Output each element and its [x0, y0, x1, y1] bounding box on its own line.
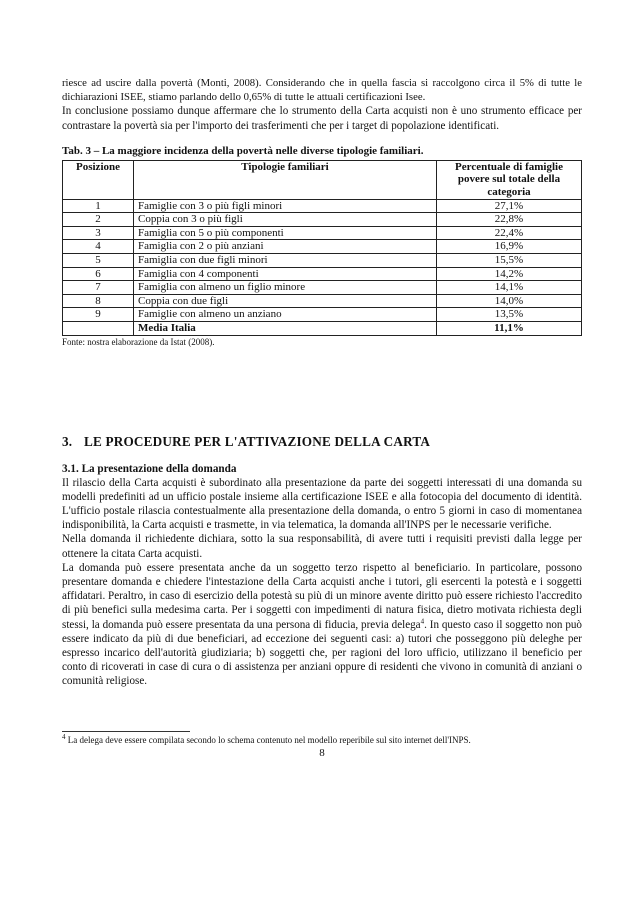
cell-family-type: Famiglia con due figli minori — [134, 253, 437, 267]
average-percentage: 11,1% — [437, 321, 582, 335]
header-position: Posizione — [63, 160, 134, 199]
cell-position: 8 — [63, 294, 134, 308]
table-row — [63, 240, 582, 254]
cell-family-type: Coppia con due figli — [134, 294, 437, 308]
section-title: LE PROCEDURE PER L'ATTIVAZIONE DELLA CARTA — [84, 433, 431, 449]
body-paragraph-1: Il rilascio della Carta acquisti è subordinato alla presentazione da parte dei soggetti interessati di una domanda su modelli predefiniti ad un ufficio postale insieme alla certificazione ISEE e alla fotocopia del documento di identità. L'ufficio postale rilascia contestualmente alla presentazione della domanda, o entro 5 giorni in caso di momentanea indisponibilità, la Carta acquisti e trasmette, in via telematica, la domanda all'INPS per le necessarie verifiche. — [62, 476, 582, 532]
cell-percentage: 14,2% — [437, 267, 582, 281]
cell-position: 3 — [63, 226, 134, 240]
table-row — [63, 281, 582, 295]
footnote-mark: 4 — [62, 732, 66, 741]
section-heading — [62, 434, 582, 450]
intro-paragraph-1: riesce ad uscire dalla povertà (Monti, 2008). Considerando che in quella fascia si raccolgono circa il 5% di tutte le dichiarazioni ISEE, stiamo parlando dello 0,65% di tutte le attuali certificazioni Isee. — [62, 77, 582, 104]
header-family-type: Tipologie familiari — [134, 160, 437, 199]
cell-position: 6 — [63, 267, 134, 281]
document-page — [62, 76, 582, 759]
table-row — [63, 226, 582, 240]
cell-position: 7 — [63, 281, 134, 295]
table-row — [63, 308, 582, 322]
table-header-row — [63, 160, 582, 199]
cell-position: 4 — [63, 240, 134, 254]
body-paragraph-2: Nella domanda il richiedente dichiara, sotto la sua responsabilità, di avere tutti i requisiti previsti dalla legge per ottenere la citata Carta acquisti. — [62, 533, 582, 560]
cell-family-type: Famiglia con 2 o più anziani — [134, 240, 437, 254]
body-paragraph-3 — [62, 561, 582, 689]
cell-percentage: 22,4% — [437, 226, 582, 240]
table-row — [63, 253, 582, 267]
footnote — [62, 732, 582, 746]
cell-percentage: 15,5% — [437, 253, 582, 267]
table-average-row — [63, 321, 582, 335]
cell-family-type: Famiglie con almeno un anziano — [134, 308, 437, 322]
subsection-heading: 3.1. La presentazione della domanda — [62, 462, 237, 475]
cell-position: 5 — [63, 253, 134, 267]
cell-percentage: 14,0% — [437, 294, 582, 308]
table-source: Fonte: nostra elaborazione da Istat (2008). — [62, 336, 215, 347]
cell-position: 2 — [63, 213, 134, 227]
poverty-table — [62, 160, 582, 336]
average-label: Media Italia — [134, 321, 437, 335]
body-paragraph-3-part-a: La domanda può essere presentata anche da un soggetto terzo rispetto al beneficiario. In particolare, possono presentare domanda e chiedere l'intestazione della Carta acquisti anche i tutori, gli esercenti la potestà e i soggetti affidatari. Peraltro, in caso di esercizio della potestà su più di un minore avente diritto può essere richiesto l'accredito di più benefici sulla medesima carta. Per i soggetti con impedimenti di natura fisica, dietro motivata richiesta degli stessi, la domanda può essere presentata da una persona di fiducia, previa delega — [62, 561, 582, 631]
intro-paragraph-2: In conclusione possiamo dunque affermare che lo strumento della Carta acquisti non è uno strumento efficace per contrastare la povertà sia per l'importo dei trasferimenti che per i target di popolazione identificati. — [62, 105, 582, 132]
cell-family-type: Coppia con 3 o più figli — [134, 213, 437, 227]
page-number: 8 — [319, 746, 325, 759]
cell-percentage: 22,8% — [437, 213, 582, 227]
cell-percentage: 16,9% — [437, 240, 582, 254]
cell-percentage: 27,1% — [437, 199, 582, 213]
footnote-reference: 4 — [420, 616, 425, 625]
cell-family-type: Famiglia con 4 componenti — [134, 267, 437, 281]
cell-position: 1 — [63, 199, 134, 213]
cell-percentage: 13,5% — [437, 308, 582, 322]
footnote-text: La delega deve essere compilata secondo lo schema contenuto nel modello reperibile sul sito internet dell'INPS. — [65, 734, 471, 745]
table-row — [63, 199, 582, 213]
header-percentage: Percentuale di famiglie povere sul totale della categoria — [437, 160, 582, 199]
section-number: 3. — [62, 433, 73, 449]
table-row — [63, 294, 582, 308]
cell-family-type: Famiglie con 3 o più figli minori — [134, 199, 437, 213]
cell-empty — [63, 321, 134, 335]
cell-position: 9 — [63, 308, 134, 322]
cell-family-type: Famiglia con 5 o più componenti — [134, 226, 437, 240]
body-paragraph-3-part-b: . In questo caso il soggetto non può essere indicato da più di due beneficiari, ad eccezione dei seguenti casi: a) tutori che posseggono più deleghe per espresso incarico dell'autorità giudiziaria; b) soggetti che, per ragioni del loro ufficio, utilizzano il beneficio per conto di ricoverati in case di cura o di assistenza per anziani oppure di residenti che vivono in comunità di anziani o comunità religiose. — [62, 618, 582, 688]
table-row — [63, 213, 582, 227]
table-caption: Tab. 3 – La maggiore incidenza della povertà nelle diverse tipologie familiari. — [62, 144, 424, 157]
table-row — [63, 267, 582, 281]
cell-percentage: 14,1% — [437, 281, 582, 295]
footnote-divider — [62, 731, 190, 732]
cell-family-type: Famiglia con almeno un figlio minore — [134, 281, 437, 295]
